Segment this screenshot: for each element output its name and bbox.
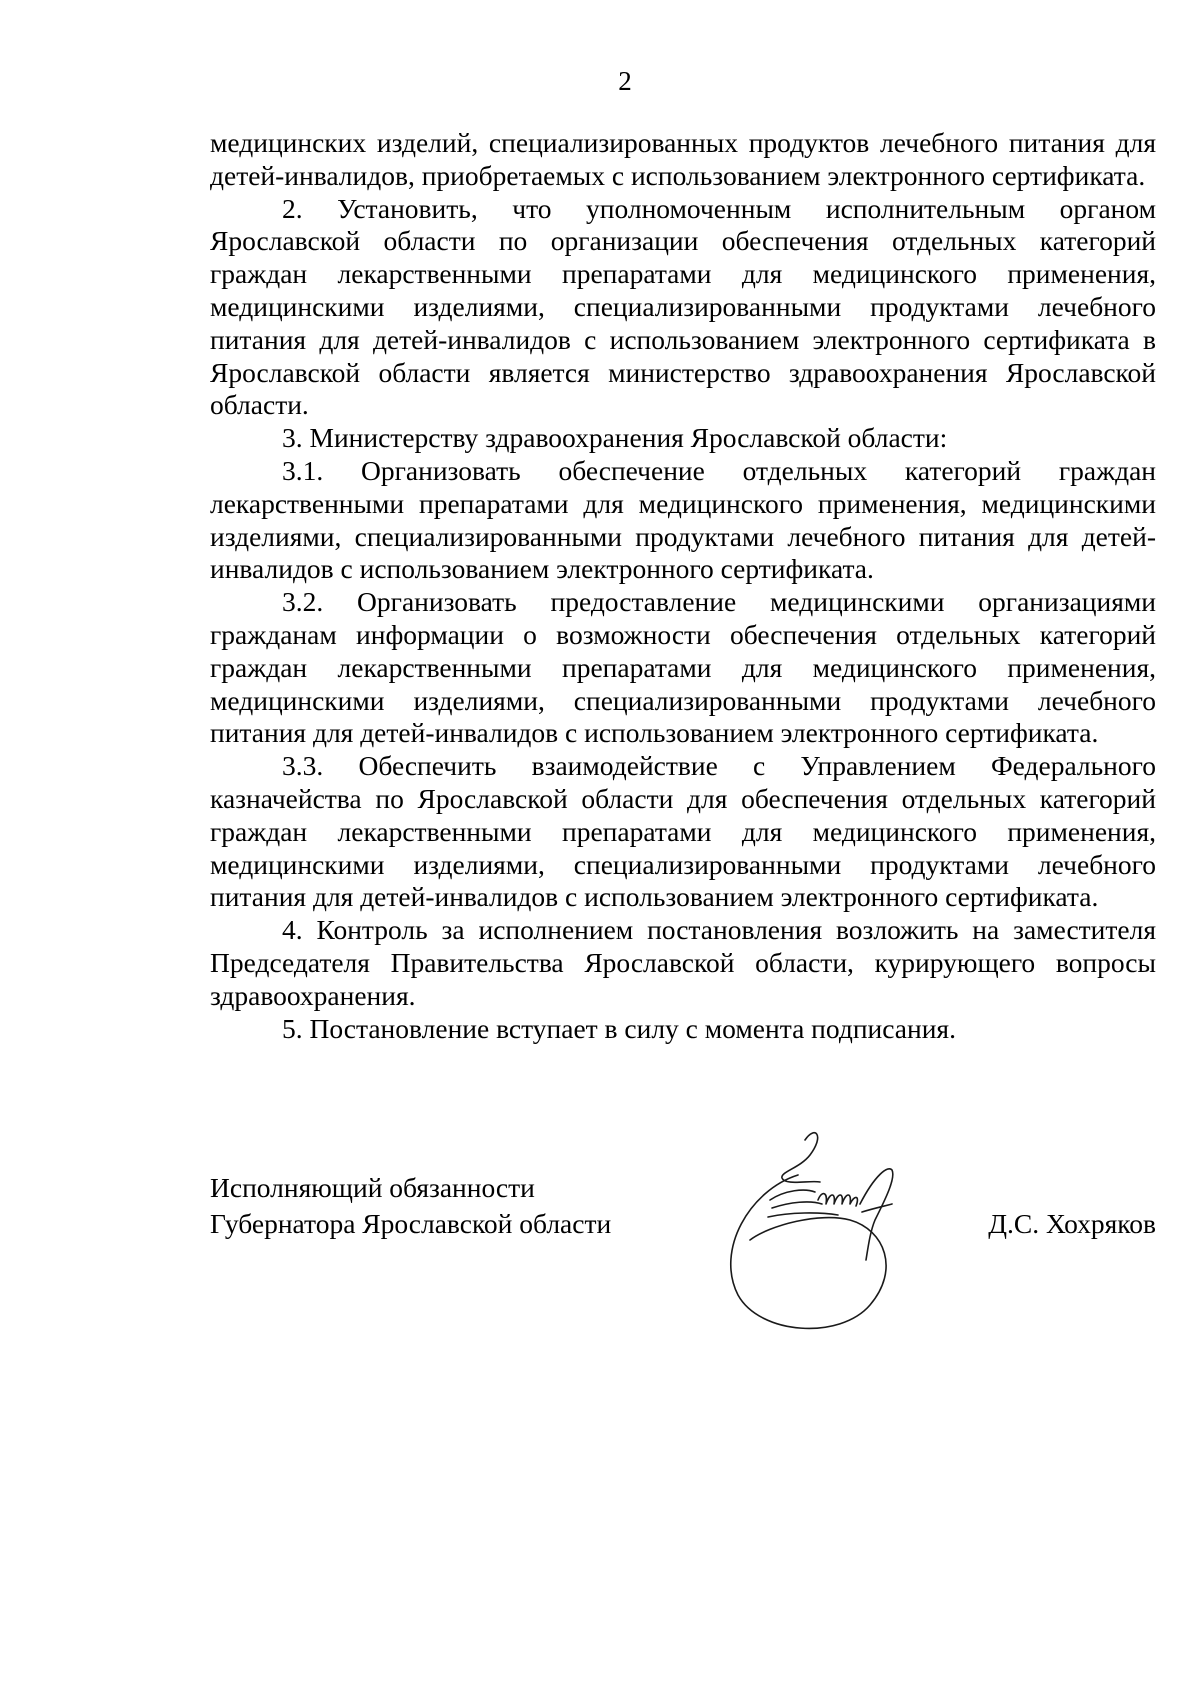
paragraph-3-1: 3.1. Организовать обеспечение отдельных категорий граждан лекарственными препаратами для медицинского применения, медицинскими изделиями, специализированными продуктами лечебного питания для детей-инвалидов с использованием электронного сертификата. [210, 454, 1156, 585]
signatory-title-line-1: Исполняющий обязанности [210, 1172, 535, 1203]
paragraph-continuation: медицинских изделий, специализированных продуктов лечебного питания для детей-инвалидов, приобретаемых с использованием электронного сертификата. [210, 127, 1156, 191]
signatory-name: Д.С. Хохряков [988, 1208, 1156, 1239]
signatory-title [210, 1170, 611, 1242]
paragraph-2: 2. Установить, что уполномоченным исполнительным органом Ярославской области по организации обеспечения отдельных категорий граждан лекарственными препаратами для медицинского применения, медицинскими изделиями, специализированными продуктами лечебного питания для детей-инвалидов с использованием электронного сертификата в Ярославской области является министерство здравоохранения Ярославской области. [210, 192, 1156, 421]
paragraph-3-2: 3.2. Организовать предоставление медицинскими организациями гражданам информации о возможности обеспечения отдельных категорий граждан лекарственными препаратами для медицинского применения, медицинскими изделиями, специализированными продуктами лечебного питания для детей-инвалидов с использованием электронного сертификата. [210, 586, 1156, 749]
handwritten-signature [710, 1120, 940, 1340]
signatory-title-line-2: Губернатора Ярославской области [210, 1208, 612, 1239]
paragraph-5: 5. Постановление вступает в силу с момента подписания. [282, 1012, 956, 1044]
paragraph-4: 4. Контроль за исполнением постановления возложить на заместителя Председателя Правительства Ярославской области, курирующего вопросы здравоохранения. [210, 914, 1156, 1011]
paragraph-3: 3. Министерству здравоохранения Ярославской области: [282, 422, 948, 454]
document-body [210, 127, 1156, 1045]
page-number: 2 [618, 66, 632, 96]
paragraph-3-3: 3.3. Обеспечить взаимодействие с Управлением Федерального казначейства по Ярославской области для обеспечения отдельных категорий граждан лекарственными препаратами для медицинского применения, медицинскими изделиями, специализированными продуктами лечебного питания для детей-инвалидов с использованием электронного сертификата. [210, 750, 1156, 913]
